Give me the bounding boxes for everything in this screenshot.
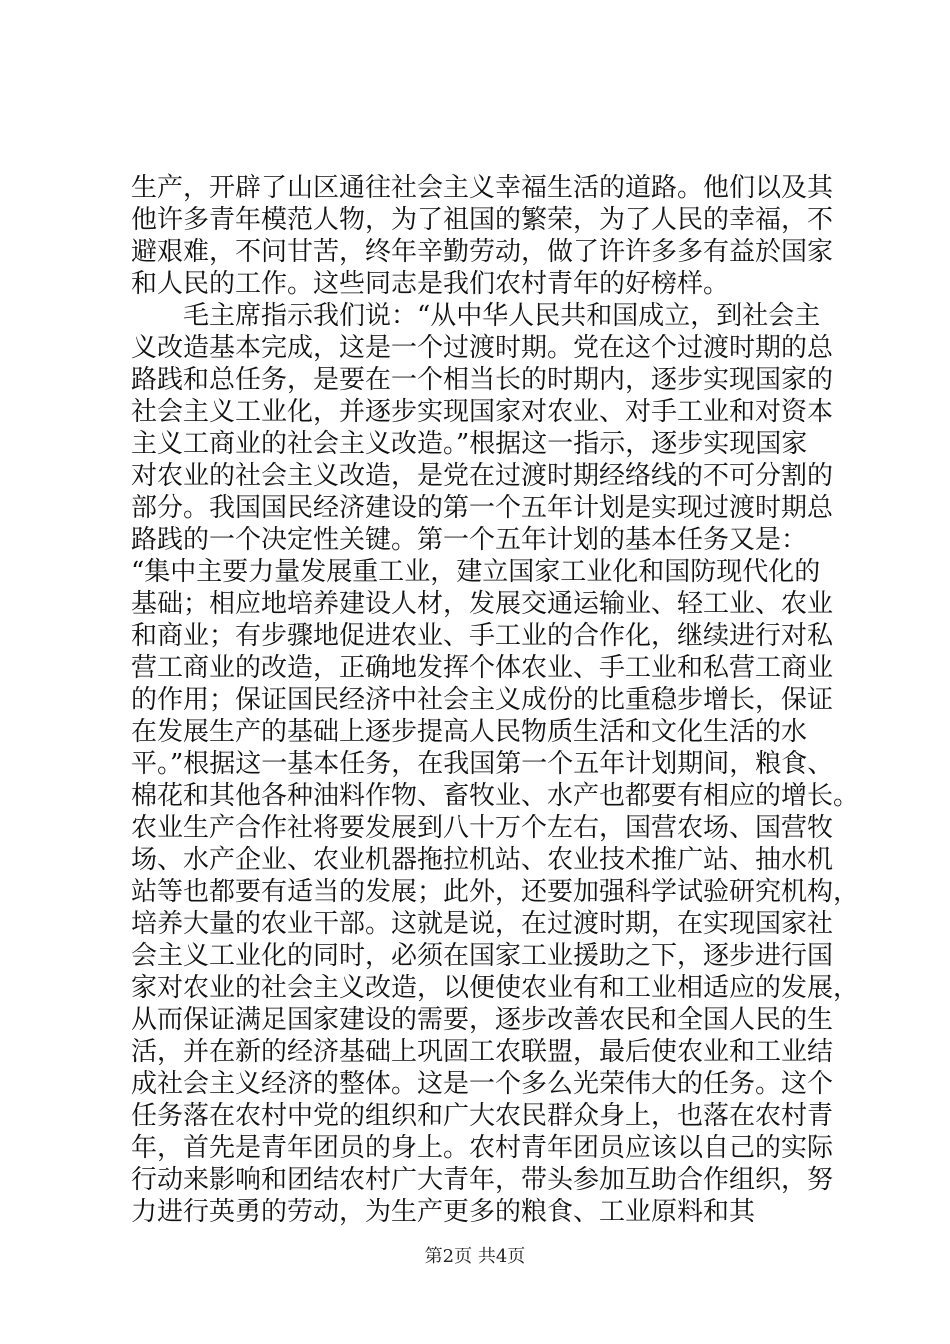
text-line: 基础；相应地培养建设人材，发展交通运输业、轻工业、农业 [131, 589, 834, 619]
text-line: 社会主义工业化，并逐步实现国家对农业、对手工业和对资本 [131, 397, 834, 427]
text-line: 的作用；保证国民经济中社会主义成份的比重稳步增长，保证 [131, 685, 834, 715]
text-line: 营工商业的改造，正确地发挥个体农业、手工业和私营工商业 [131, 653, 834, 683]
text-line: 从而保证满足国家建设的需要，逐步改善农民和全国人民的生 [131, 1005, 834, 1035]
text-line: 主义工商业的社会主义改造。”根据这一指示，逐步实现国家 [131, 429, 808, 459]
text-line: 路践的一个决定性关键。第一个五年计划的基本任务又是： [131, 525, 808, 555]
text-line: 力进行英勇的劳动，为生产更多的粮食、工业原料和其 [131, 1197, 756, 1227]
text-line: “集中主要力量发展重工业，建立国家工业化和国防现代化的 [131, 557, 821, 587]
body-text [131, 172, 860, 1228]
page-footer: 第2页 共4页 [424, 1246, 526, 1267]
text-line: 毛主席指示我们说：“从中华人民共和国成立，到社会主 [131, 301, 821, 331]
text-line: 他许多青年模范人物，为了祖国的繁荣，为了人民的幸福，不 [131, 205, 834, 235]
text-line: 家对农业的社会主义改造，以便使农业有和工业相适应的发展， [131, 973, 860, 1003]
text-line: 棉花和其他各种油料作物、畜牧业、水产也都要有相应的增长。 [131, 781, 860, 811]
text-line: 年，首先是青年团员的身上。农村青年团员应该以自己的实际 [131, 1133, 834, 1163]
text-line: 在发展生产的基础上逐步提高人民物质生活和文化生活的水 [131, 717, 808, 747]
text-line: 和商业；有步骤地促进农业、手工业的合作化，继续进行对私 [131, 621, 834, 651]
text-line: 成社会主义经济的整体。这是一个多么光荣伟大的任务。这个 [131, 1069, 834, 1099]
text-line: 行动来影响和团结农村广大青年，带头参加互助合作组织，努 [131, 1165, 834, 1195]
text-line: 和人民的工作。这些同志是我们农村青年的好榜样。 [131, 269, 730, 299]
text-line: 场、水产企业、农业机器拖拉机站、农业技术推广站、抽水机 [131, 845, 834, 875]
text-line: 路践和总任务，是要在一个相当长的时期内，逐步实现国家的 [131, 365, 834, 395]
text-line: 义改造基本完成，这是一个过渡时期。党在这个过渡时期的总 [131, 333, 834, 363]
text-line: 会主义工业化的同时，必须在国家工业援助之下，逐步进行国 [131, 941, 834, 971]
text-line: 培养大量的农业干部。这就是说，在过渡时期，在实现国家社 [131, 909, 834, 939]
text-line: 农业生产合作社将要发展到八十万个左右，国营农场、国营牧 [131, 813, 834, 843]
text-line: 对农业的社会主义改造，是党在过渡时期经络线的不可分割的 [131, 461, 834, 491]
text-line: 站等也都要有适当的发展；此外，还要加强科学试验研究机构， [131, 877, 860, 907]
text-line: 避艰难，不问甘苦，终年辛勤劳动，做了许许多多有益於国家 [131, 237, 834, 267]
text-line: 生产，开辟了山区通往社会主义幸福生活的道路。他们以及其 [131, 173, 834, 203]
text-line: 部分。我国国民经济建设的第一个五年计划是实现过渡时期总 [131, 493, 834, 523]
text-line: 活，并在新的经济基础上巩固工农联盟，最后使农业和工业结 [131, 1037, 834, 1067]
text-line: 任务落在农村中党的组织和广大农民群众身上，也落在农村青 [131, 1101, 834, 1131]
text-line: 平。”根据这一基本任务，在我国第一个五年计划期间，粮食、 [131, 749, 834, 779]
